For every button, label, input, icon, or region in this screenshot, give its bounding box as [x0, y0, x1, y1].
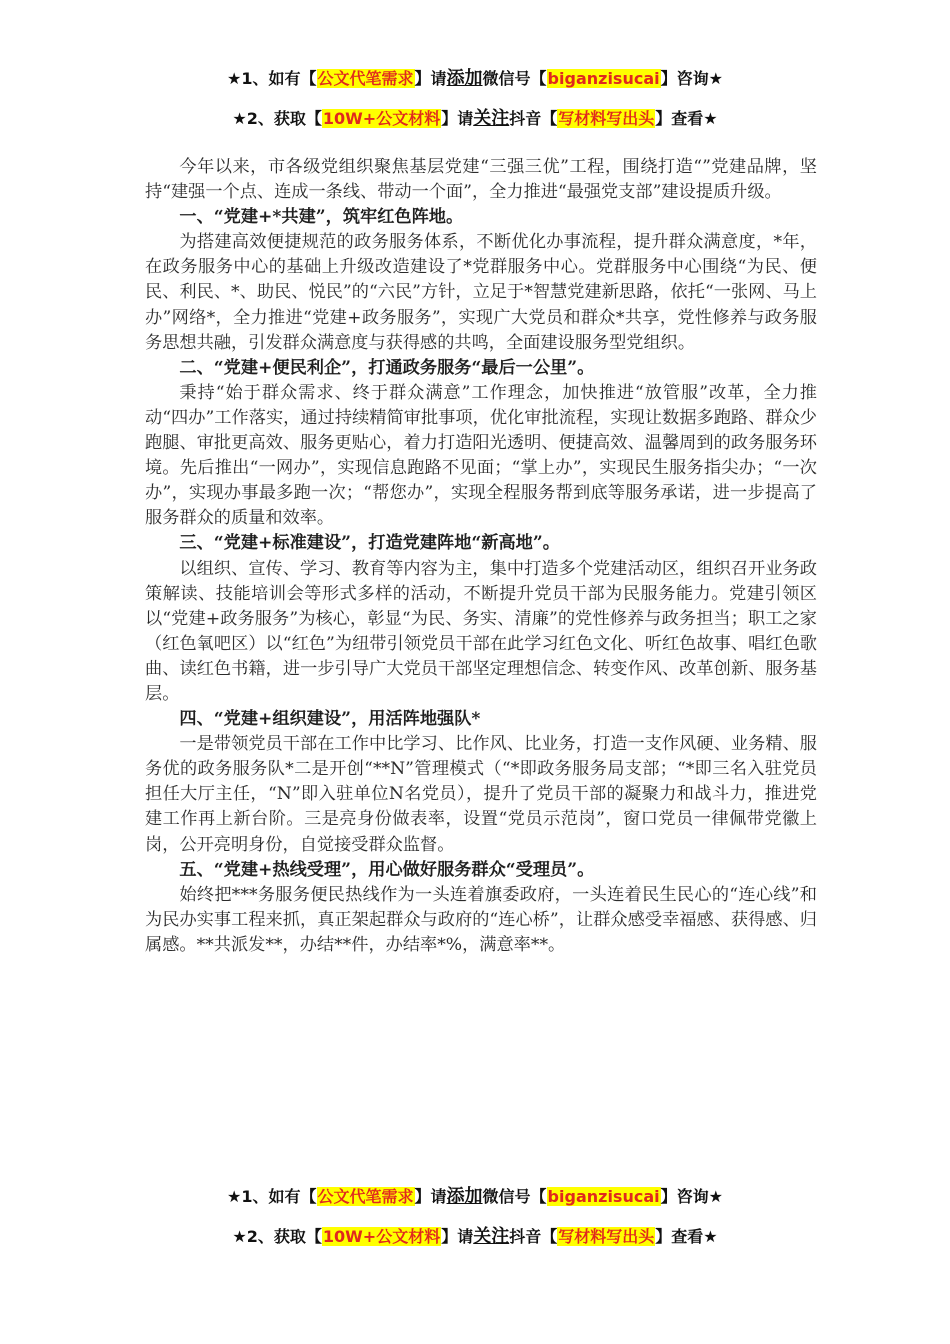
- highlight-ghostwriting: 公文代笔需求: [317, 69, 414, 88]
- banner-text: ★1、如有【: [227, 1187, 317, 1206]
- top-banner-line-2: [0, 108, 950, 130]
- banner-text: 】请: [414, 69, 447, 88]
- bottom-banner-line-2: [0, 1226, 950, 1248]
- banner-text: 微信号【: [482, 69, 547, 88]
- section-heading-3: 三、“党建+标准建设”，打造党建阵地“新高地”。: [179, 533, 560, 554]
- emphasis-follow: 关注: [473, 108, 510, 129]
- section-body-3: 以组织、宣传、学习、教育等内容为主，集中打造多个党建活动区，组织召开业务政策解读、技能培训会等形式多样的活动，不断提升党员干部为民服务能力。党建引领区以“党建+政务服务”为核心，彰显“为民、务实、清廉”的党性修养与政务担当；职工之家（红色氧吧区）以“红色”为纽带引领党员干部在此学习红色文化、听红色故事、唱红色歌曲、读红色书籍，进一步引导广大党员干部坚定理想信念、转变作风、改革创新、服务基层。: [145, 558, 817, 704]
- banner-text: ★2、获取【: [232, 1227, 322, 1246]
- section-heading-4: 四、“党建+组织建设”，用活阵地强队*: [179, 709, 481, 730]
- banner-text: 抖音【: [509, 1227, 558, 1246]
- highlight-materials: 10W+公文材料: [322, 1227, 441, 1246]
- banner-text: 】查看★: [655, 109, 718, 128]
- section-heading-5: 五、“党建+热线受理”，用心做好服务群众“受理员”。: [179, 859, 595, 880]
- highlight-douyin-account: 写材料写出头: [558, 1227, 655, 1246]
- banner-text: ★2、获取【: [232, 109, 322, 128]
- banner-text: 】请: [414, 1187, 447, 1206]
- section-heading-2: 二、“党建+便民利企”，打通政务服务“最后一公里”。: [179, 357, 595, 378]
- section-heading-1: 一、“党建+*共建”，筑牢红色阵地。: [179, 207, 464, 228]
- intro-paragraph: 今年以来，市各级党组织聚焦基层党建“三强三优”工程，围绕打造“”党建品牌，坚持“建强一个点、连成一条线、带动一个面”，全力推进“最强党支部”建设提质升级。: [145, 157, 817, 203]
- section-body-4: 一是带领党员干部在工作中比学习、比作风、比业务，打造一支作风硬、业务精、服务优的政务服务队*二是开创“**N”管理模式（“*即政务服务局支部；“*即三名入驻党员担任大厅主任，“N”即入驻单位N名党员），提升了党员干部的凝聚力和战斗力，推进党建工作再上新台阶。三是亮身份做表率，设置“党员示范岗”，窗口党员一律佩带党徽上岗，公开亮明身份，自觉接受群众监督。: [145, 734, 817, 855]
- top-banner-line-1: [0, 68, 950, 90]
- banner-text: 】咨询★: [660, 1187, 723, 1206]
- highlight-wechat-id: biganzisucai: [547, 1187, 660, 1206]
- highlight-wechat-id: biganzisucai: [547, 69, 660, 88]
- highlight-materials: 10W+公文材料: [322, 109, 441, 128]
- bottom-banner-line-1: [0, 1186, 950, 1208]
- banner-text: 抖音【: [509, 109, 558, 128]
- emphasis-add: 添加: [446, 1186, 483, 1207]
- banner-text: 】咨询★: [660, 69, 723, 88]
- banner-text: 微信号【: [482, 1187, 547, 1206]
- highlight-douyin-account: 写材料写出头: [558, 109, 655, 128]
- banner-text: 】请: [441, 109, 474, 128]
- highlight-ghostwriting: 公文代笔需求: [317, 1187, 414, 1206]
- emphasis-follow: 关注: [473, 1226, 510, 1247]
- banner-text: 】查看★: [655, 1227, 718, 1246]
- section-body-5: 始终把***务服务便民热线作为一头连着旗委政府，一头连着民生民心的“连心线”和为民办实事工程来抓，真正架起群众与政府的“连心桥”，让群众感受幸福感、获得感、归属感。**共派发**，办结**件，办结率*%，满意率**。: [145, 884, 817, 955]
- document-body: [145, 155, 817, 958]
- section-body-1: 为搭建高效便捷规范的政务服务体系，不断优化办事流程，提升群众满意度，*年，在政务服务中心的基础上升级改造建设了*党群服务中心。党群服务中心围绕“为民、便民、利民、*、助民、悦民”的“六民”方针，立足于*智慧党建新思路，依托“一张网、马上办”网络*，全力推进“党建+政务服务”，实现广大党员和群众*共享，党性修养与政务服务思想共融，引发群众满意度与获得感的共鸣，全面建设服务型党组织。: [145, 232, 817, 353]
- banner-text: 】请: [441, 1227, 474, 1246]
- section-body-2: 秉持“始于群众需求、终于群众满意”工作理念，加快推进“放管服”改革，全力推动“四办”工作落实，通过持续精简审批事项，优化审批流程，实现让数据多跑路、群众少跑腿、审批更高效、服务更贴心，着力打造阳光透明、便捷高效、温馨周到的政务服务环境。先后推出“一网办”，实现信息跑路不见面；“掌上办”，实现民生服务指尖办；“一次办”，实现办事最多跑一次；“帮您办”，实现全程服务帮到底等服务承诺，进一步提高了服务群众的质量和效率。: [145, 382, 817, 529]
- emphasis-add: 添加: [446, 68, 483, 89]
- banner-text: ★1、如有【: [227, 69, 317, 88]
